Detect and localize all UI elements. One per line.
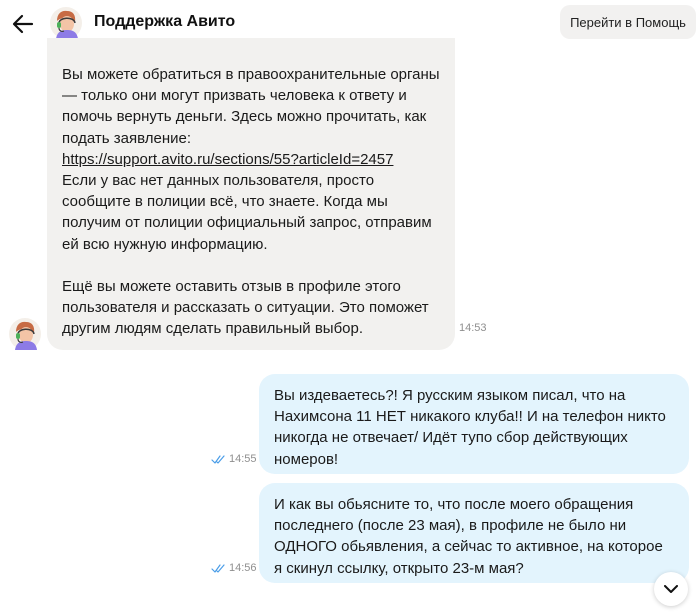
message-meta bbox=[211, 562, 257, 574]
message-text: И как вы обьясните то, что после моего обращения последнего (после 23 мая), в профиле не было ни ОДНОГО обьявления, а сейчас то активное, на которое я скинул ссылку, открыто 23-м мая? bbox=[274, 496, 663, 577]
arrow-left-icon[interactable] bbox=[12, 13, 34, 35]
support-agent-avatar[interactable] bbox=[50, 7, 82, 39]
message-paragraph: Ещё вы можете оставить отзыв в профиле этого пользователя и рассказать о ситуации. Это поможет другим людям сделать правильный выбор. bbox=[62, 277, 429, 338]
double-check-icon bbox=[211, 455, 225, 464]
support-article-link[interactable]: https://support.avito.ru/sections/55?articleId=2457 bbox=[62, 150, 394, 168]
message-time: 14:53 bbox=[459, 322, 487, 334]
incoming-message-bubble bbox=[47, 38, 455, 350]
double-check-icon bbox=[211, 564, 225, 573]
support-agent-avatar bbox=[9, 318, 41, 350]
message-meta bbox=[211, 453, 257, 465]
outgoing-message-bubble bbox=[259, 374, 689, 474]
message-text: Вы издеваетесь?! Я русским языком писал, что на Нахимсона 11 НЕТ никакого клуба!! И на телефон никто никогда не отвечает/ Идёт тупо сбор действующих номеров! bbox=[274, 387, 666, 468]
chat-title: Поддержка Авито bbox=[94, 13, 236, 30]
outgoing-message-bubble bbox=[259, 483, 689, 583]
scroll-to-bottom-button[interactable] bbox=[654, 572, 688, 606]
message-time: 14:55 bbox=[229, 453, 257, 465]
chevron-down-icon bbox=[664, 585, 678, 594]
message-paragraph: Вы можете обратиться в правоохранительные органы — только они могут призвать человека к ответу и помочь вернуть деньги. Здесь можно прочитать, как подать заявление: bbox=[62, 66, 440, 147]
message-paragraph: Если у вас нет данных пользователя, просто сообщите в полиции всё, что знаете. Когда мы получим от полиции официальный запрос, отправим ей всю нужную информацию. bbox=[62, 172, 432, 253]
message-time: 14:56 bbox=[229, 562, 257, 574]
go-to-help-button[interactable]: Перейти в Помощь bbox=[560, 5, 696, 39]
